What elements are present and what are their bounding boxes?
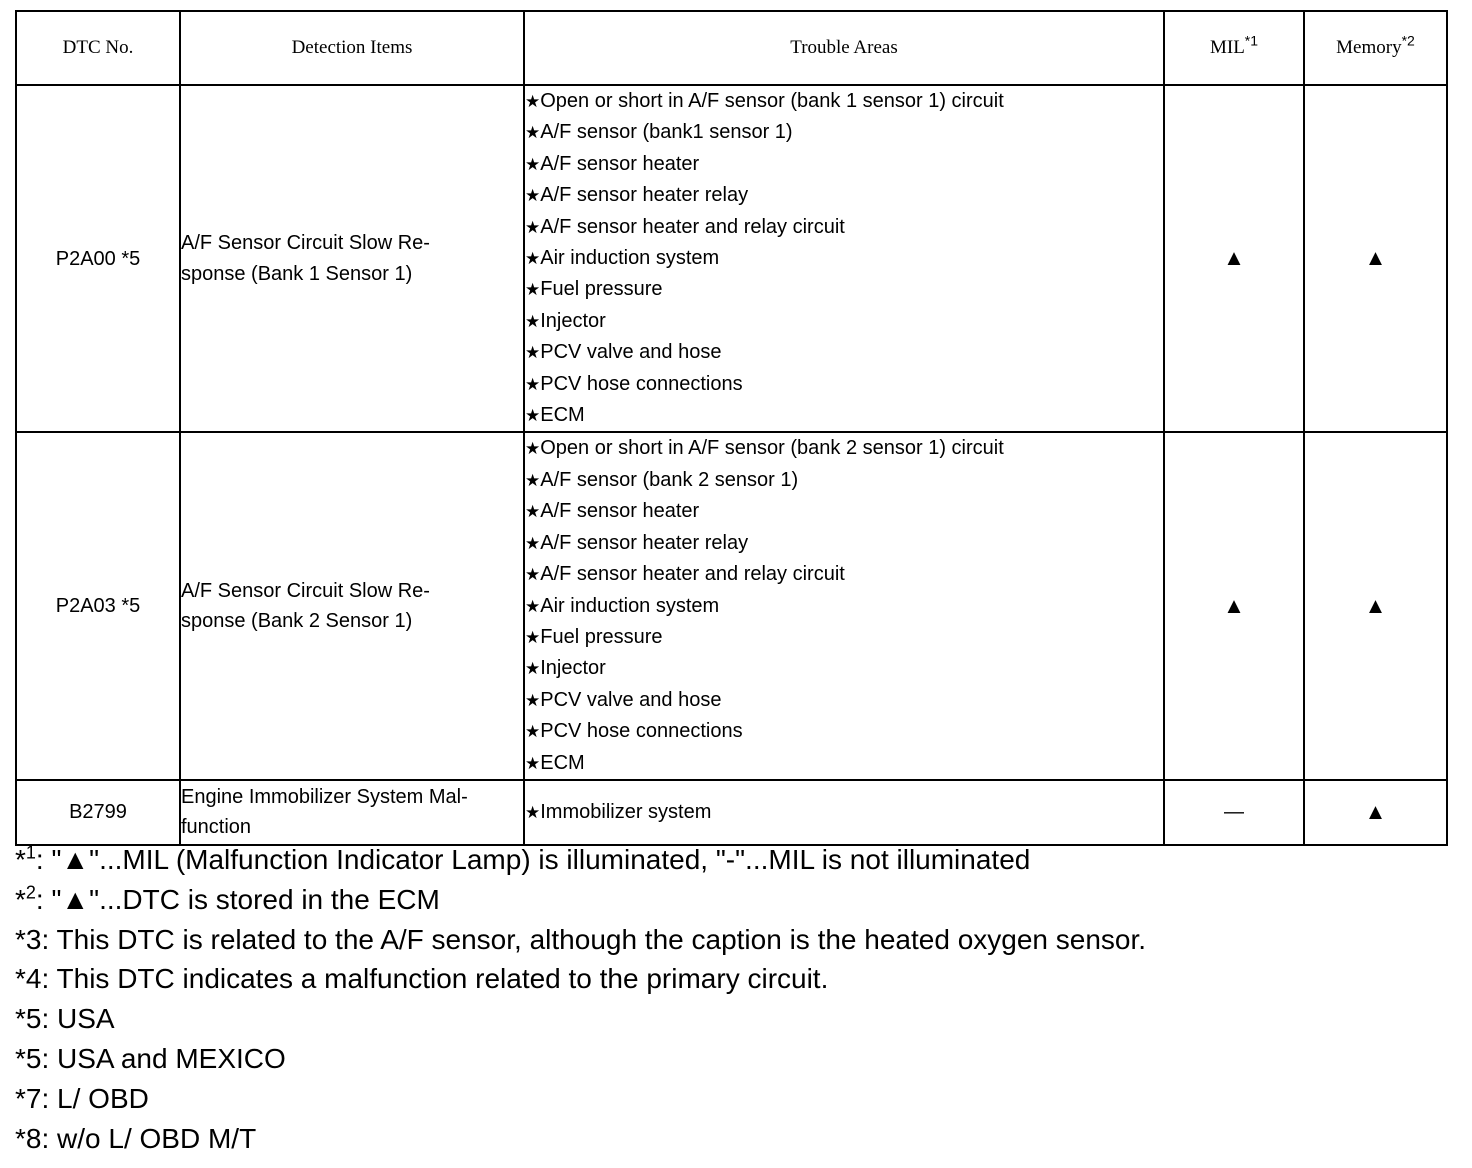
dtc-code-cell: P2A03 *5 [16,432,180,779]
trouble-area-item [525,274,1163,305]
dtc-code-cell: P2A00 *5 [16,85,180,432]
mil-indicator: ▲ [1223,245,1245,271]
trouble-area-text: Injector [540,309,606,332]
trouble-area-text: A/F sensor heater relay [540,531,749,554]
memory-cell [1304,780,1447,845]
trouble-area-text: PCV hose connections [540,372,743,395]
footnote-4: *4: This DTC indicates a malfunction related to the primary circuit. [15,963,829,995]
trouble-area-item [525,622,1163,653]
trouble-area-text: PCV valve and hose [540,688,722,711]
trouble-area-text: Air induction system [540,594,720,617]
trouble-area-text: Open or short in A/F sensor (bank 1 sensor 1) circuit [540,90,1004,112]
trouble-area-text: Open or short in A/F sensor (bank 2 sensor 1) circuit [540,437,1004,460]
trouble-area-item [525,337,1163,368]
star-bullet-icon: ★ [525,502,541,522]
star-bullet-icon: ★ [525,154,541,174]
trouble-area-text: ECM [540,751,585,774]
star-bullet-icon: ★ [525,439,541,459]
trouble-area-item [525,797,1163,828]
trouble-areas-cell [524,780,1164,845]
trouble-area-item [525,496,1163,527]
trouble-areas-list [525,797,1163,828]
trouble-area-item [525,117,1163,148]
trouble-area-item [525,86,1163,117]
mil-cell [1164,85,1304,432]
star-bullet-icon: ★ [525,470,541,490]
memory-cell [1304,85,1447,432]
trouble-area-text: Air induction system [540,247,720,270]
trouble-area-item [525,748,1163,779]
star-bullet-icon: ★ [525,374,541,394]
header-trouble-areas: Trouble Areas [524,11,1164,85]
trouble-area-item [525,306,1163,337]
trouble-area-item [525,528,1163,559]
table-row [16,780,1447,845]
star-bullet-icon: ★ [525,533,541,553]
trouble-area-text: A/F sensor heater [540,500,700,523]
star-bullet-icon: ★ [525,311,541,331]
memory-indicator: ▲ [1364,798,1387,824]
detection-item-cell: Engine Immobilizer System Mal- function [180,780,524,845]
memory-cell [1304,432,1447,779]
trouble-area-item [525,180,1163,211]
memory-indicator: ▲ [1364,245,1387,271]
footnote-8: *8: w/o L/ OBD M/T [15,1122,257,1154]
star-bullet-icon: ★ [525,123,541,143]
trouble-area-text: PCV hose connections [540,720,743,743]
mil-cell [1164,432,1304,779]
footnote-1: *$^1$: "▲"...MIL (Malfunction Indicator Lamp) is illuminated, "-"...MIL is not illuminated [15,842,1031,875]
star-bullet-icon: ★ [525,249,541,269]
star-bullet-icon: ★ [525,186,541,206]
header-mil: MIL$^{*1}$ [1164,11,1304,85]
dtc-table [15,10,1448,846]
footnote-2: *$^2$: "▲"...DTC is stored in the ECM [15,882,440,915]
footnote-7: *7: L/ OBD [15,1082,149,1114]
trouble-area-text: ECM [540,404,585,427]
detection-item-cell: A/F Sensor Circuit Slow Re- sponse (Bank 2 Sensor 1) [180,432,524,779]
star-bullet-icon: ★ [525,753,541,773]
star-bullet-icon: ★ [525,343,541,363]
trouble-area-text: A/F sensor heater and relay circuit [540,215,845,238]
detection-item-cell: A/F Sensor Circuit Slow Re- sponse (Bank 1 Sensor 1) [180,85,524,432]
trouble-area-item [525,716,1163,747]
trouble-area-text: A/F sensor heater and relay circuit [540,563,845,586]
star-bullet-icon: ★ [525,627,541,647]
trouble-area-item [525,243,1163,274]
star-bullet-icon: ★ [525,92,541,111]
star-bullet-icon: ★ [525,280,541,300]
table-row [16,85,1447,432]
mil-indicator: ▲ [1223,592,1245,618]
trouble-areas-cell [524,432,1164,779]
trouble-areas-list [525,86,1163,431]
table-row [16,432,1447,779]
footnotes [15,840,1455,1158]
star-bullet-icon: ★ [525,690,541,710]
trouble-area-text: Injector [540,657,606,680]
trouble-area-text: Fuel pressure [540,278,663,301]
star-bullet-icon: ★ [525,217,541,237]
dtc-code-cell: B2799 [16,780,180,845]
trouble-area-text: Immobilizer system [540,800,712,823]
trouble-area-item [525,559,1163,590]
trouble-area-text: A/F sensor (bank 2 sensor 1) [540,468,799,491]
trouble-area-item [525,212,1163,243]
memory-indicator: ▲ [1364,592,1387,618]
header-dtc-no: DTC No. [16,11,180,85]
trouble-areas-list [525,433,1163,778]
star-bullet-icon: ★ [525,406,541,426]
star-bullet-icon: ★ [525,802,541,822]
trouble-area-item [525,369,1163,400]
star-bullet-icon: ★ [525,596,541,616]
star-bullet-icon: ★ [525,565,541,585]
table-header-row [16,11,1447,85]
star-bullet-icon: ★ [525,722,541,742]
trouble-area-item [525,400,1163,431]
star-bullet-icon: ★ [525,659,541,679]
trouble-area-item [525,433,1163,464]
trouble-area-text: A/F sensor heater [540,152,700,175]
trouble-area-text: PCV valve and hose [540,341,722,364]
trouble-area-item [525,465,1163,496]
trouble-area-text: Fuel pressure [540,625,663,648]
trouble-area-text: A/F sensor heater relay [540,184,749,207]
trouble-area-item [525,685,1163,716]
trouble-area-text: A/F sensor (bank1 sensor 1) [540,121,793,144]
trouble-areas-cell [524,85,1164,432]
mil-cell [1164,780,1304,845]
trouble-area-item [525,591,1163,622]
footnote-6: *5: USA and MEXICO [15,1042,286,1074]
mil-indicator: — [1224,801,1244,824]
header-memory: Memory$^{*2}$ [1304,11,1447,85]
header-detection-items: Detection Items [180,11,524,85]
footnote-3: *3: This DTC is related to the A/F sensor, although the caption is the heated oxygen sensor. [15,923,1147,955]
trouble-area-item [525,149,1163,180]
footnote-5: *5: USA [15,1003,115,1035]
trouble-area-item [525,653,1163,684]
